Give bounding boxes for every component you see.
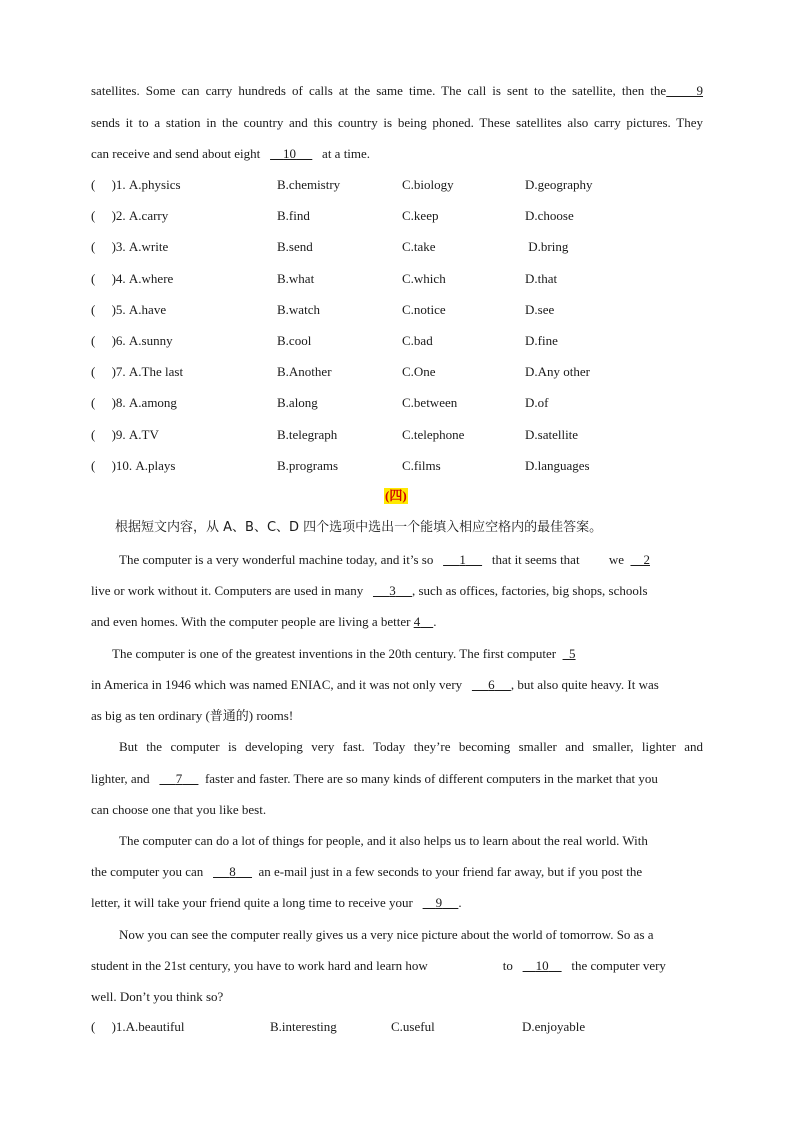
- blank-8: 8: [229, 864, 236, 879]
- option-b: B.interesting: [270, 1019, 337, 1034]
- paragraph1-line2: live or work without it. Computers are used in many 3 , such as offices, factories, big shops, schools: [91, 583, 648, 598]
- option-c: C.films: [402, 457, 441, 473]
- option-d: D.of: [525, 395, 549, 411]
- option-b: B.cool: [277, 333, 312, 348]
- paragraph3-line3: can choose one that you like best.: [91, 802, 267, 817]
- question-stem[interactable]: ( )3. A.write: [91, 239, 169, 255]
- question-row: [91, 1019, 703, 1035]
- question-stem[interactable]: ( )6. A.sunny: [91, 333, 173, 348]
- blank-3: 3: [389, 583, 396, 598]
- option-b: B.programs: [277, 457, 339, 473]
- paragraph1-line3: and even homes. With the computer people are living a better 4 .: [91, 614, 437, 629]
- option-c: C.take: [402, 239, 436, 255]
- question-stem[interactable]: ( )2. A.carry: [91, 208, 169, 224]
- paragraph4-line1: The computer can do a lot of things for people, and it also helps us to learn about the real world. With: [119, 833, 648, 848]
- question-stem[interactable]: ( )1.A.beautiful: [91, 1019, 185, 1034]
- question-row: [91, 302, 703, 318]
- question-row: [91, 427, 703, 443]
- blank-2: 2: [643, 552, 650, 567]
- paragraph3-line2: lighter, and 7 faster and faster. There are so many kinds of different computers in the market that you: [91, 771, 658, 786]
- option-b: B.watch: [277, 301, 320, 317]
- question-row: [91, 239, 703, 255]
- paragraph2-line1: The computer is one of the greatest inventions in the 20th century. The first computer 5: [112, 646, 576, 661]
- passage3-text: at a time.: [322, 146, 371, 161]
- option-d: D.choose: [525, 208, 574, 224]
- paragraph5-line1: Now you can see the computer really gives us a very nice picture about the world of tomorrow. So as a: [119, 927, 654, 942]
- option-d: D.see: [525, 301, 555, 317]
- passage3-text: satellites. Some can carry hundreds of calls at the same time. The call is sent to the satellite, then the: [91, 83, 667, 98]
- paragraph4-line2: the computer you can 8 an e-mail just in a few seconds to your friend far away, but if you post the: [91, 864, 643, 879]
- option-d: D.Any other: [525, 364, 590, 380]
- question-row: [91, 395, 703, 411]
- option-c: C.between: [402, 395, 458, 411]
- paragraph5-line3: well. Don’t you think so?: [91, 989, 224, 1004]
- option-d: D.enjoyable: [522, 1019, 586, 1034]
- option-d: D.languages: [525, 457, 590, 473]
- option-d: D.bring: [525, 239, 569, 255]
- option-c: C.One: [402, 364, 436, 380]
- option-b: B.find: [277, 208, 310, 224]
- blank-7: 7: [175, 771, 183, 786]
- question-row: [91, 458, 703, 474]
- option-c: C.biology: [402, 177, 454, 192]
- blank-9b: 9: [435, 895, 443, 910]
- option-b: B.along: [277, 395, 318, 411]
- question-row: [91, 208, 703, 224]
- paragraph3-line1: But the computer is developing very fast. Today they’re becoming smaller and smaller, lighter and: [119, 739, 703, 754]
- question-stem[interactable]: ( )9. A.TV: [91, 426, 159, 442]
- blank-10: 10: [283, 146, 297, 161]
- option-b: B.what: [277, 270, 315, 286]
- paragraph2-line2: in America in 1946 which was named ENIAC, and it was not only very 6 , but also quite heavy. It was: [91, 677, 659, 692]
- blank-9: 9: [696, 83, 704, 98]
- option-d: D.satellite: [525, 426, 579, 442]
- question-row: [91, 364, 703, 380]
- question-row: [91, 177, 703, 193]
- option-c: C.keep: [402, 208, 439, 224]
- section-marker: (四): [385, 488, 407, 503]
- question-stem[interactable]: ( )1. A.physics: [91, 177, 181, 192]
- passage3-text: can receive and send about eight: [91, 146, 261, 161]
- blank-4: 4: [413, 614, 421, 629]
- section-instruction: 根据短文内容，从 A、B、C、D 四个选项中选出一个能填入相应空格内的最佳答案。: [115, 520, 603, 535]
- option-c: C.bad: [402, 333, 433, 348]
- blank-1: 1: [459, 552, 466, 567]
- passage3-line1: [91, 83, 703, 99]
- paragraph1-line1: The computer is a very wonderful machine today, and it’s so 1 that it seems that we 2: [119, 552, 650, 567]
- option-b: B.telegraph: [277, 426, 338, 442]
- option-d: D.geography: [525, 177, 593, 192]
- option-c: C.useful: [391, 1019, 435, 1034]
- paragraph2-line3: as big as ten ordinary (普通的) rooms!: [91, 708, 294, 723]
- option-c: C.telephone: [402, 426, 465, 442]
- option-b: B.chemistry: [277, 177, 341, 192]
- option-d: D.that: [525, 270, 558, 286]
- question-row: [91, 333, 703, 349]
- paragraph5-line2: student in the 21st century, you have to work hard and learn how to 10 the computer very: [91, 958, 666, 973]
- option-b: B.Another: [277, 364, 332, 380]
- question-row: [91, 271, 703, 287]
- question-stem[interactable]: ( )10. A.plays: [91, 457, 176, 473]
- question-stem[interactable]: ( )8. A.among: [91, 395, 177, 411]
- option-d: D.fine: [525, 333, 558, 348]
- blank-10b: 10: [535, 958, 549, 973]
- question-stem[interactable]: ( )7. A.The last: [91, 364, 184, 380]
- passage3-line3: [91, 146, 370, 162]
- option-b: B.send: [277, 239, 313, 255]
- question-stem[interactable]: ( )5. A.have: [91, 301, 167, 317]
- passage3-line2: sends it to a station in the country and this country is being phoned. These satellites also carry pictures. They: [91, 115, 703, 130]
- paragraph4-line3: letter, it will take your friend quite a long time to receive your 9 .: [91, 895, 462, 910]
- blank-5: 5: [569, 646, 576, 661]
- option-c: C.notice: [402, 301, 446, 317]
- option-c: C.which: [402, 270, 446, 286]
- question-stem[interactable]: ( )4. A.where: [91, 270, 174, 286]
- blank-6: 6: [488, 677, 495, 692]
